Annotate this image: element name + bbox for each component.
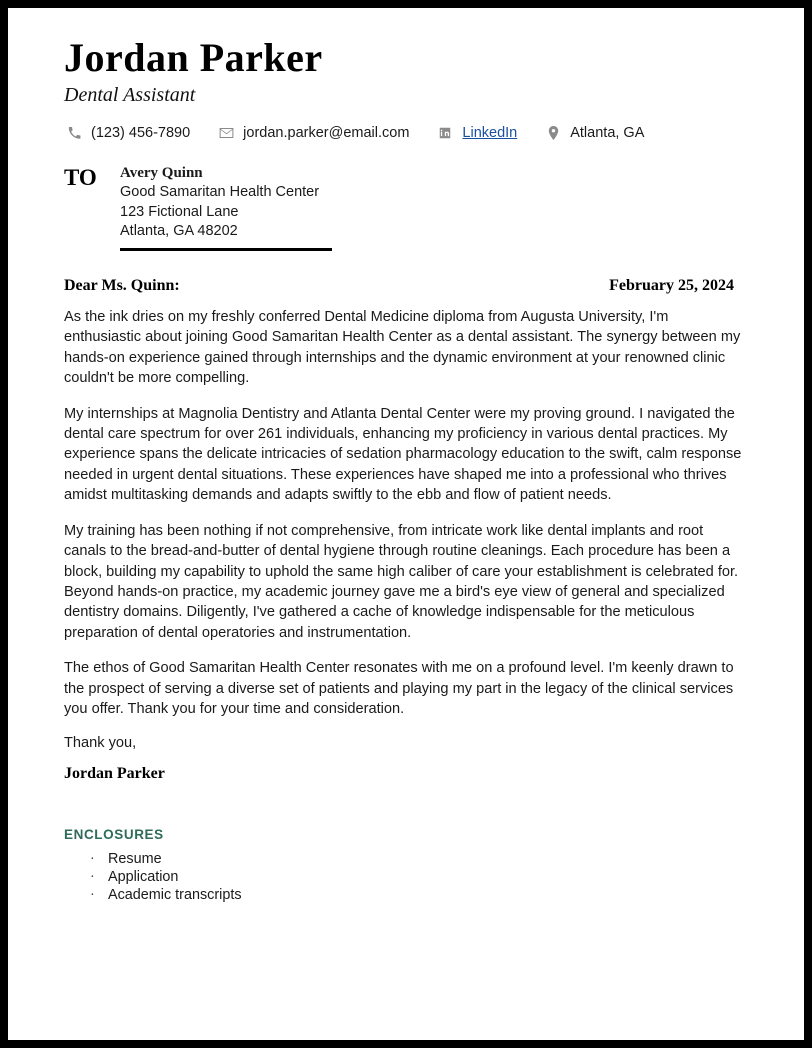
list-item-label: Application [108, 868, 179, 885]
list-item-label: Academic transcripts [108, 887, 242, 904]
list-item [90, 849, 744, 868]
enclosures-list [64, 850, 744, 905]
recipient-city-state-zip: Atlanta, GA 48202 [120, 223, 238, 240]
salutation: Dear Ms. Quinn: [64, 276, 180, 294]
bullet-icon: · [90, 849, 95, 866]
recipient-street: 123 Fictional Lane [120, 203, 239, 220]
contact-row [64, 125, 744, 141]
letter-content [64, 36, 744, 905]
recipient-divider [120, 248, 332, 251]
contact-location [543, 125, 644, 141]
letter-date: February 25, 2024 [609, 276, 734, 294]
page-title: Jordan Parker [64, 35, 323, 80]
enclosures-heading: ENCLOSURES [64, 826, 164, 842]
email-icon [216, 125, 236, 141]
recipient-block [64, 163, 744, 242]
to-label: TO [64, 165, 97, 190]
recipient-name: Avery Quinn [120, 165, 203, 181]
body-paragraph: My internships at Magnolia Dentistry and Atlanta Dental Center were my proving ground. I navigated the dental care spectrum for over 261 individuals, enhancing my proficiency in various dental practices. My experience spans the delicate intricacies of sedation pharmacology education to the swift, calm response needed in urgent dental situations. These experiences have shaped me into a professional who thrives amidst multitasking demands and adapts swiftly to the ebb and flow of patient needs. [64, 405, 742, 504]
salutation-row [64, 277, 744, 295]
document-page [8, 8, 804, 1040]
list-item [90, 867, 744, 886]
bullet-icon: · [90, 886, 95, 903]
contact-phone-label: (123) 456-7890 [91, 125, 191, 141]
bullet-icon: · [90, 867, 95, 884]
body-paragraph: My training has been nothing if not comprehensive, from intricate work like dental implants and root canals to the bread-and-butter of dental hygiene through routine cleanings. Each procedure has been a block, building my capability to uphold the same high caliber of care your establishment is celebrated for. Beyond hands-on practice, my academic journey gave me a bird's eye view of general and specialized dentistry domains. Diligently, I've gathered a cache of knowledge indispensable for the meticulous preparation of dental operatories and instrumentation. [64, 522, 739, 641]
list-item-label: Resume [108, 850, 162, 867]
recipient-company: Good Samaritan Health Center [120, 184, 320, 201]
signature-name: Jordan Parker [64, 764, 165, 782]
contact-phone [64, 125, 190, 141]
recipient-address [120, 163, 319, 242]
location-pin-icon [543, 125, 563, 141]
contact-location-label: Atlanta, GA [570, 125, 645, 141]
closing-line: Thank you, [64, 734, 137, 751]
contact-email-label: jordan.parker@email.com [243, 125, 410, 141]
contact-email [216, 125, 409, 141]
job-title: Dental Assistant [64, 84, 196, 106]
contact-linkedin[interactable] [435, 125, 517, 141]
body-paragraph: As the ink dries on my freshly conferred Dental Medicine diploma from Augusta University, I'm enthusiastic about joining Good Samaritan Health Center as a dental assistant. The synergy between my hands-on experience gained through internships and the dynamic environment at your renowned clinic couldn't be more compelling. [64, 308, 741, 387]
list-item [90, 886, 744, 904]
phone-icon [64, 125, 84, 141]
contact-linkedin-link[interactable]: LinkedIn [462, 125, 518, 141]
linkedin-icon [435, 125, 455, 141]
body-paragraph: The ethos of Good Samaritan Health Center resonates with me on a profound level. I'm keenly drawn to the prospect of serving a diverse set of patients and playing my part in the legacy of the clinical services you offer. Thank you for your time and consideration. [64, 660, 734, 718]
